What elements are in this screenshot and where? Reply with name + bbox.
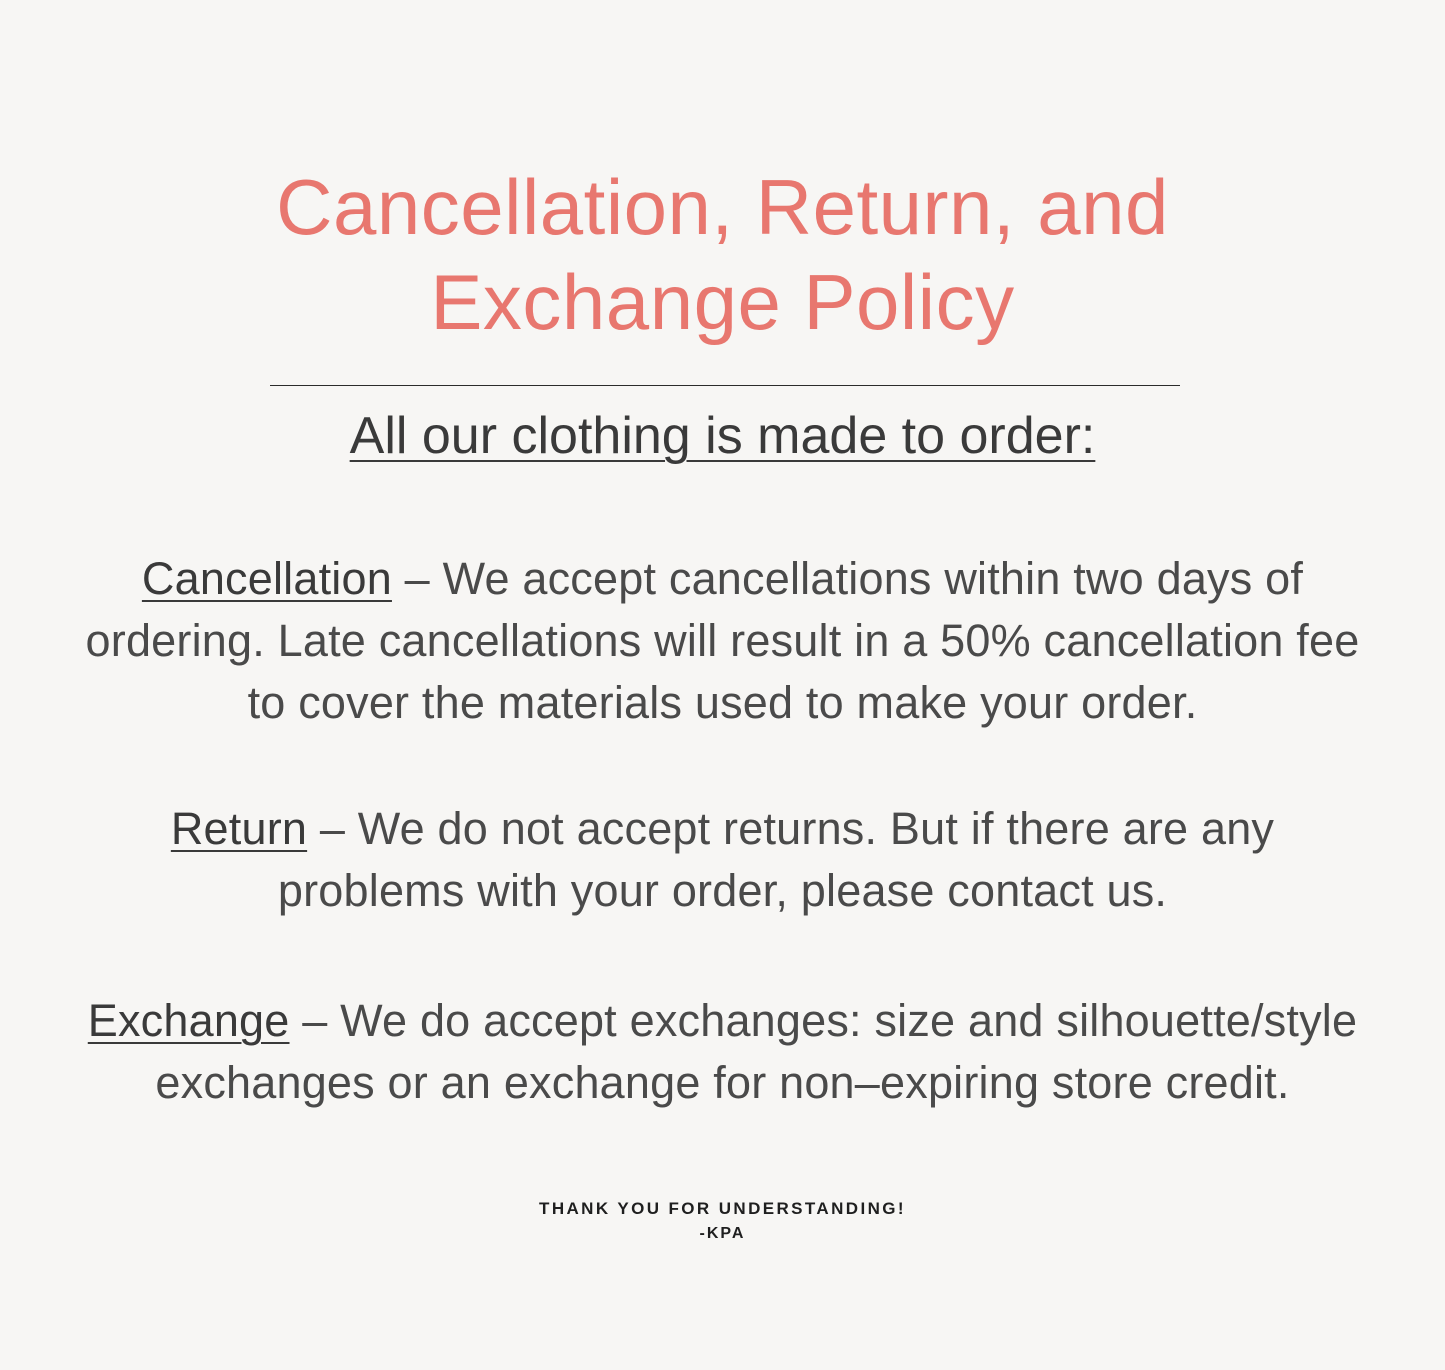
- section-exchange-term: Exchange: [87, 995, 290, 1046]
- section-exchange-text: We do accept exchanges: size and silhouette/style exchanges or an exchange for non–expiring store credit.: [155, 995, 1358, 1109]
- section-exchange: [80, 990, 1365, 1114]
- page-title: Cancellation, Return, and Exchange Policy: [276, 163, 1169, 347]
- footer-signature: -KPA: [699, 1225, 746, 1243]
- section-cancellation-separator: –: [391, 553, 443, 604]
- section-cancellation: [80, 548, 1365, 734]
- section-return-separator: –: [307, 803, 358, 854]
- section-exchange-separator: –: [289, 995, 341, 1046]
- title-divider: [270, 385, 1180, 386]
- page-subtitle-text: All our clothing is made to order:: [349, 407, 1096, 465]
- section-cancellation-term: Cancellation: [141, 553, 392, 604]
- page-subtitle: [110, 405, 1335, 467]
- section-return-text: We do not accept returns. But if there are any problems with your order, please contact us.: [277, 803, 1275, 917]
- footer: [110, 1196, 1335, 1247]
- section-cancellation-text: We accept cancellations within two days of ordering. Late cancellations will result in a 50% cancellation fee to cover the materials used to make your order.: [85, 553, 1360, 729]
- section-return: [80, 798, 1365, 922]
- section-return-term: Return: [170, 803, 308, 854]
- footer-thank-you: THANK YOU FOR UNDERSTANDING!: [539, 1199, 906, 1218]
